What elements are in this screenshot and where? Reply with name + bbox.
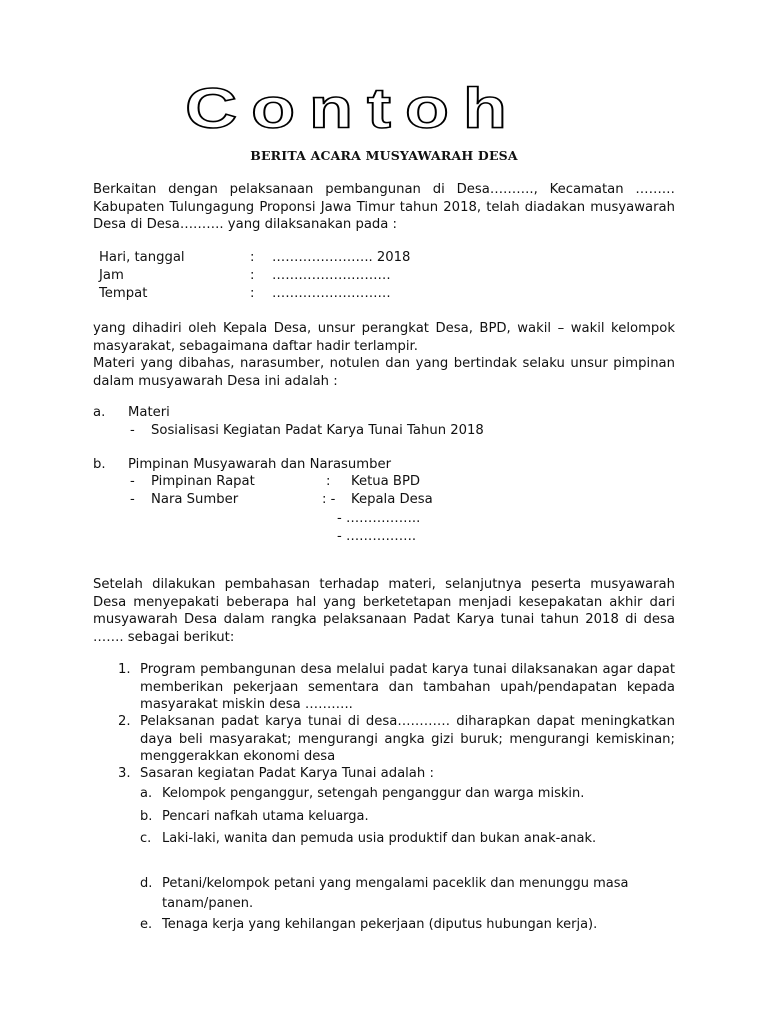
schedule-label-date: Hari, tanggal	[99, 250, 185, 265]
schedule-value-time: ………………………	[272, 268, 391, 283]
section-b-pimpinan-colon: :	[326, 474, 331, 489]
schedule-value-place: ………………………	[272, 286, 391, 301]
section-b-nara-value: Kepala Desa	[351, 492, 433, 507]
section-b-pimpinan-value: Ketua BPD	[351, 474, 421, 489]
section-b-pimpinan-label: Pimpinan Rapat	[151, 474, 255, 489]
document-title: BERITA ACARA MUSYAWARAH DESA	[250, 148, 518, 163]
target-e-text: Tenaga kerja yang kehilangan pekerjaan (diputus hubungan kerja).	[162, 917, 598, 932]
section-b-extra-2: - …………….	[337, 529, 417, 544]
point-2-number: 2.	[118, 714, 131, 729]
schedule-value-date: ………………….. 2018	[272, 250, 411, 265]
point-3-text: Sasaran kegiatan Padat Karya Tunai adalah :	[140, 766, 434, 781]
target-d-letter: d.	[140, 876, 153, 891]
schedule-colon-place: :	[250, 286, 255, 301]
target-c-letter: c.	[140, 831, 152, 846]
schedule-colon-time: :	[250, 268, 255, 283]
target-b-text: Pencari nafkah utama keluarga.	[162, 809, 369, 824]
section-b-nara-label: Nara Sumber	[151, 492, 239, 507]
target-c-text: Laki-laki, wanita dan pemuda usia produktif dan bukan anak-anak.	[162, 831, 597, 846]
conclusion-paragraph: Setelah dilakukan pembahasan terhadap materi, selanjutnya peserta musyawarah Desa menyepakati beberapa hal yang berketetapan menjadi kesepakatan akhir dari musyawarah Desa dalam rangka pelaksanaan Padat Karya tunai tahun 2018 di desa ……. sebagai berikut:	[93, 577, 675, 645]
section-a-heading: Materi	[128, 405, 170, 420]
section-b-extra-1: - ……………..	[337, 511, 421, 526]
attendance-paragraph: yang dihadiri oleh Kepala Desa, unsur perangkat Desa, BPD, wakil – wakil kelompok masyarakat, sebagaimana daftar hadir terlampir.	[93, 321, 675, 354]
point-1-number: 1.	[118, 662, 131, 677]
section-b-letter: b.	[93, 457, 106, 472]
section-a-letter: a.	[93, 405, 106, 420]
point-3-number: 3.	[118, 766, 131, 781]
schedule-label-time: Jam	[99, 268, 124, 283]
contoh-heading-text: Contoh	[185, 77, 521, 136]
section-b-nara-colon: : -	[322, 492, 336, 507]
section-b-pimpinan-dash: -	[130, 474, 135, 489]
section-b-nara-dash: -	[130, 492, 135, 507]
section-a-item-dash: -	[130, 423, 135, 438]
target-a-letter: a.	[140, 786, 153, 801]
target-b-letter: b.	[140, 809, 153, 824]
schedule-label-place: Tempat	[99, 286, 148, 301]
target-d-text: Petani/kelompok petani yang mengalami paceklik dan menunggu masa tanam/panen.	[162, 876, 629, 911]
section-b-heading: Pimpinan Musyawarah dan Narasumber	[128, 457, 392, 472]
contoh-outline-heading	[88, 76, 618, 136]
point-2-text: Pelaksanan padat karya tunai di desa………… diharapkan dapat meningkatkan daya beli masyarakat; mengurangi angka gizi buruk; mengurangi kemiskinan; menggerakkan ekonomi desa	[140, 714, 675, 765]
target-a-text: Kelompok penganggur, setengah penganggur dan warga miskin.	[162, 786, 585, 801]
intro-paragraph: Berkaitan dengan pelaksanaan pembangunan di Desa………., Kecamatan ………Kabupaten Tulungagung Proponsi Jawa Timur tahun 2018, telah diadakan musyawarah Desa di Desa………. yang dilaksanakan pada :	[93, 182, 675, 233]
point-1-text: Program pembangunan desa melalui padat karya tunai dilaksanakan agar dapat memberikan pekerjaan sementara dan tambahan upah/pendapatan kepada masyarakat miskin desa ………..	[140, 662, 675, 713]
section-a-item: Sosialisasi Kegiatan Padat Karya Tunai Tahun 2018	[151, 423, 484, 438]
schedule-colon-date: :	[250, 250, 255, 265]
target-e-letter: e.	[140, 917, 153, 932]
materi-intro-paragraph: Materi yang dibahas, narasumber, notulen dan yang bertindak selaku unsur pimpinan dalam musyawarah Desa ini adalah :	[93, 356, 675, 389]
